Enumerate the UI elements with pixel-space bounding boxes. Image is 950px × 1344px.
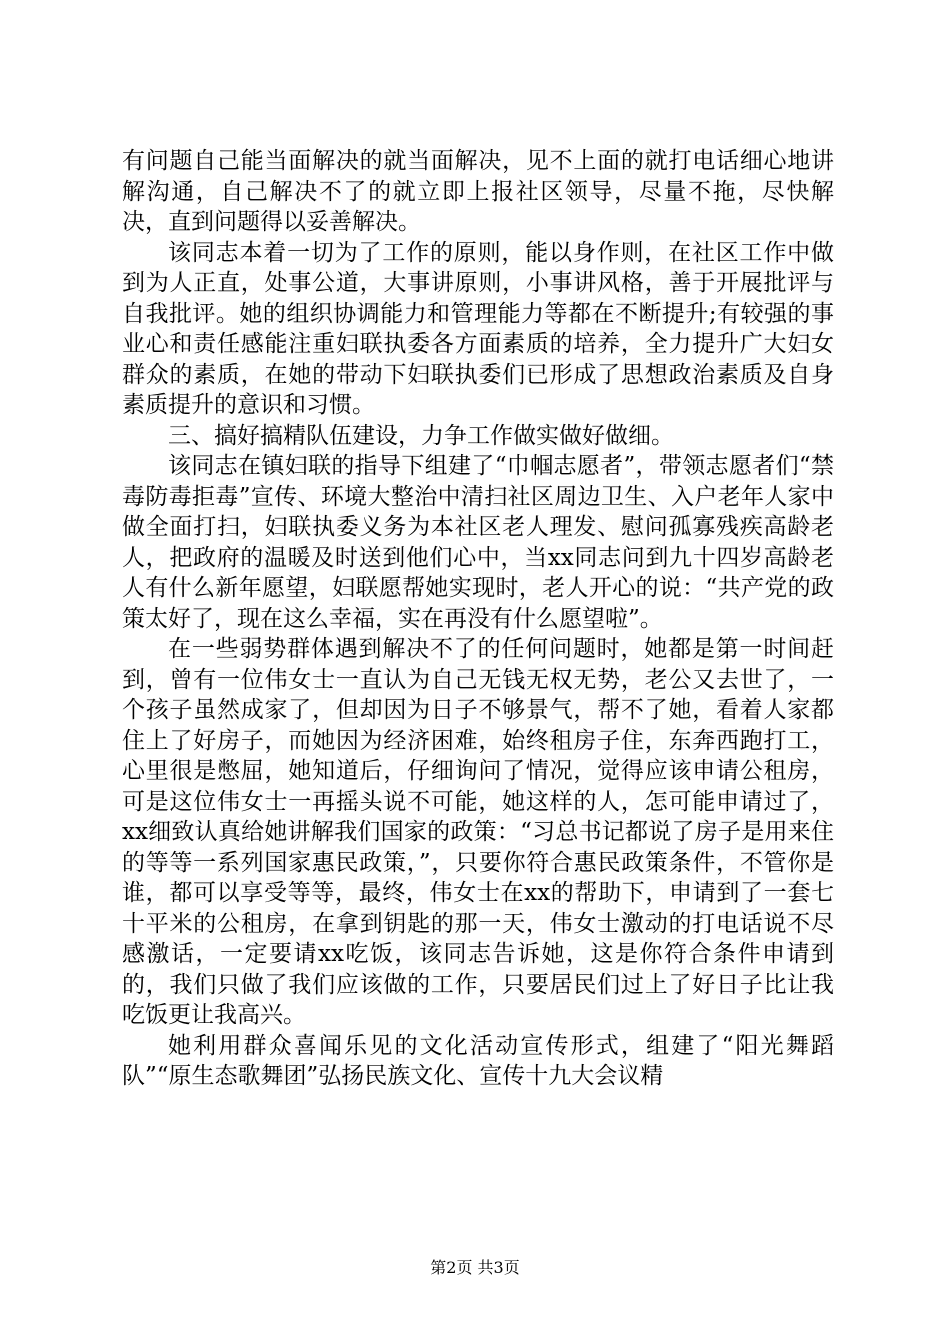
paragraph-2: 该同志本着一切为了工作的原则，能以身作则，在社区工作中做到为人正直，处事公道，大事讲原则，小事讲风格，善于开展批评与自我批评。她的组织协调能力和管理能力等都在不断提升;有较强的事业心和责任感能注重妇联执委各方面素质的培养，全力提升广大妇女群众的素质，在她的带动下妇联执委们已形成了思想政治素质及自身素质提升的意识和习惯。: [122, 239, 834, 418]
section-heading-3: 三、搞好搞精队伍建设，力争工作做实做好做细。: [168, 422, 674, 449]
paragraph-5: 在一些弱势群体遇到解决不了的任何问题时，她都是第一时间赶到，曾有一位伟女士一直认为自己无钱无权无势，老公又去世了，一个孩子虽然成家了，但却因为日子不够景气，帮不了她，看着人家都住上了好房子，而她因为经济困难，始终租房子住，东奔西跑打工，心里很是憋屈，她知道后，仔细询问了情况，觉得应该申请公租房，可是这位伟女士一再摇头说不可能，她这样的人，怎可能申请过了，xx细致认真给她讲解我们国家的政策：“习总书记都说了房子是用来住的等等一系列国家惠民政策，”，只要你符合惠民政策条件，不管你是谁，都可以享受等等，最终，伟女士在xx的帮助下，申请到了一套七十平米的公租房，在拿到钥匙的那一天，伟女士激动的打电话说不尽感激话，一定要请xx吃饭，该同志告诉她，这是你符合条件申请到的，我们只做了我们应该做的工作，只要居民们过上了好日子比让我吃饭更让我高兴。: [122, 636, 834, 1028]
paragraph-4: 该同志在镇妇联的指导下组建了“巾帼志愿者”，带领志愿者们“禁毒防毒拒毒”宣传、环境大整治中清扫社区周边卫生、入户老年人家中做全面打扫，妇联执委义务为本社区老人理发、慰问孤寡残疾高龄老人，把政府的温暖及时送到他们心中，当xx同志问到九十四岁高龄老人有什么新年愿望，妇联愿帮她实现时，老人开心的说：“共产党的政策太好了，现在这么幸福，实在再没有什么愿望啦”。: [122, 453, 834, 632]
page-footer: 第2页 共3页: [430, 1258, 520, 1277]
document-body: [122, 146, 834, 1092]
paragraph-6: 她利用群众喜闻乐见的文化活动宣传形式，组建了“阳光舞蹈队”“原生态歌舞团”弘扬民族文化、宣传十九大会议精: [122, 1032, 834, 1089]
paragraph-1: 有问题自己能当面解决的就当面解决，见不上面的就打电话细心地讲解沟通，自己解决不了的就立即上报社区领导，尽量不拖，尽快解决，直到问题得以妥善解决。: [122, 148, 834, 235]
